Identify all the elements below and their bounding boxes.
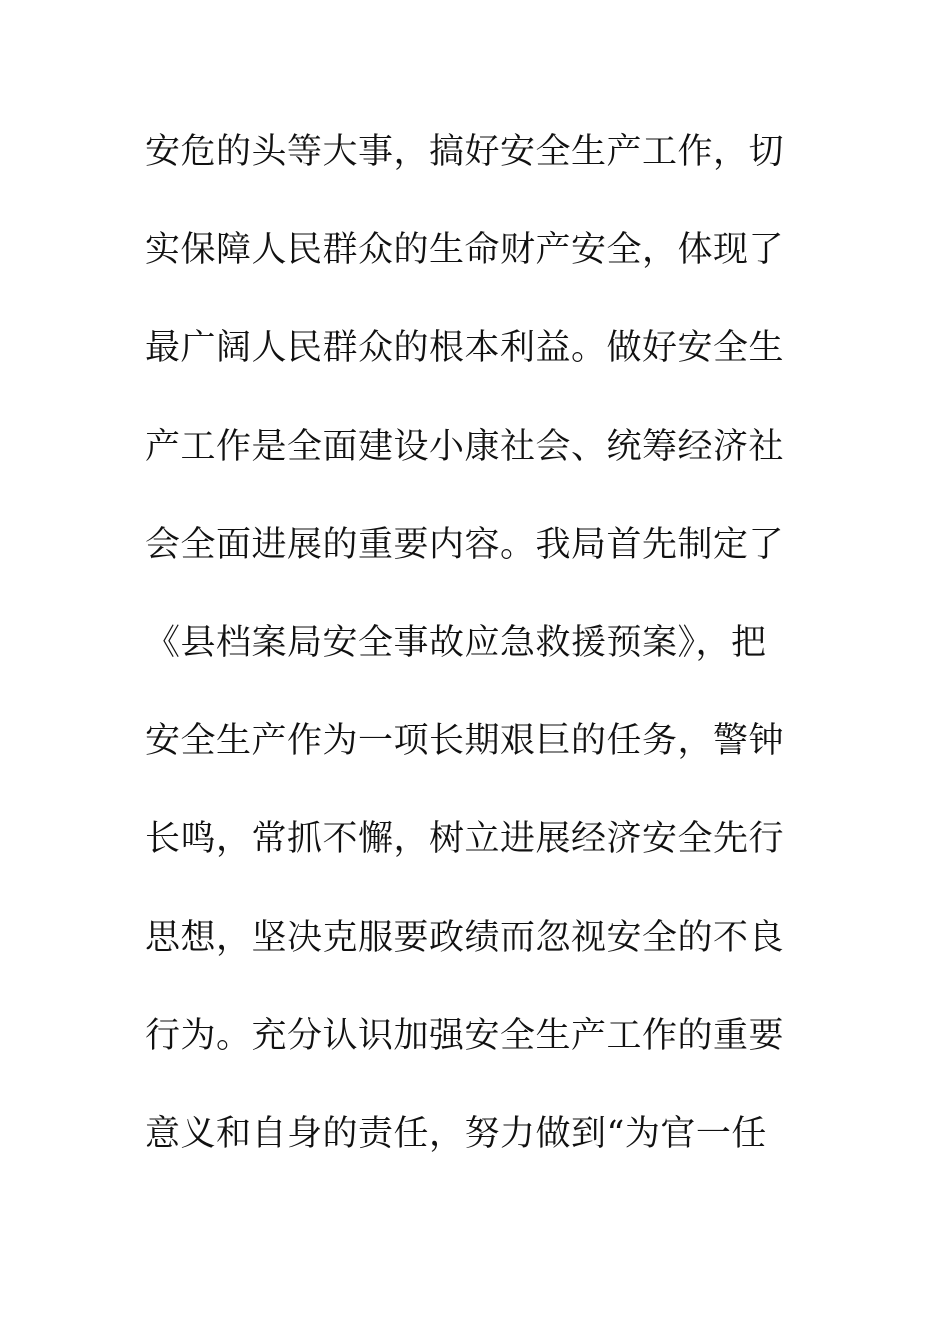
text-line: 实保障人民群众的生命财产安全，体现了: [145, 230, 785, 271]
text-line: 长鸣，常抓不懈，树立进展经济安全先行: [145, 819, 785, 860]
text-line: 产工作是全面建设小康社会、统筹经济社: [145, 426, 785, 467]
text-line: 思想，坚决克服要政绩而忽视安全的不良: [145, 917, 785, 958]
text-line: 《县档案局安全事故应急救援预案》，把: [145, 622, 767, 663]
text-line: 安危的头等大事，搞好安全生产工作，切: [145, 132, 785, 172]
text-line: 行为。充分认识加强安全生产工作的重要: [145, 1015, 785, 1056]
text-line: 最广阔人民群众的根本利益。做好安全生: [145, 328, 785, 369]
text-line: 安全生产作为一项长期艰巨的任务，警钟: [145, 721, 785, 762]
text-line: 会全面进展的重要内容。我局首先制定了: [145, 524, 785, 565]
body-text: [145, 122, 815, 1202]
text-line: 意义和自身的责任，努力做到“为官一任: [145, 1113, 767, 1154]
